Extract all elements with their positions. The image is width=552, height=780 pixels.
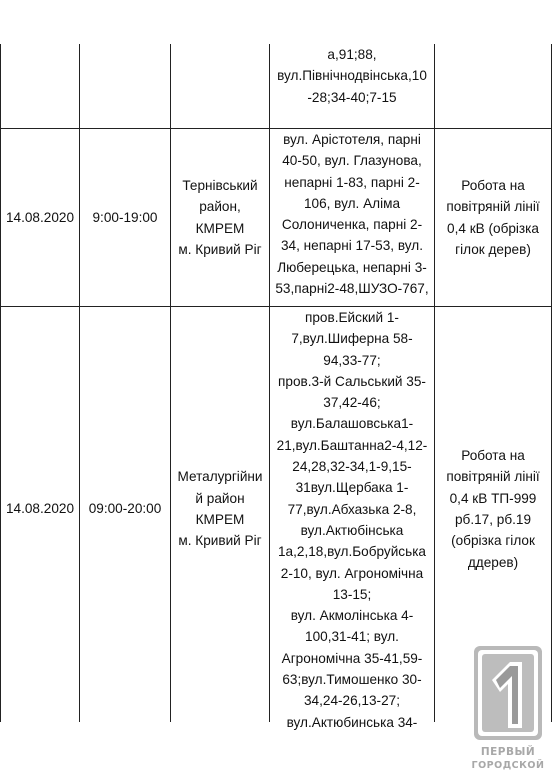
address-cell — [270, 44, 434, 128]
address-cell — [270, 307, 434, 730]
district-cell — [171, 129, 269, 306]
logo-line1: ПЕРВЫЙ — [480, 746, 536, 758]
address-text: пров.Ейский 1- 7,вул.Шиферна 58- 94,33-77; пров.3-й Сальський 35- 37,42-46; вул.Балашовська1- 21,вул.Баштанна2-4,12- 24,28,32-34,1-9,15- 31вул.Щербака 1- 77,вул.Абхазька 2-8, вул.Актюбінська 1а,2,18,вул.Бобруйська 2-10, вул. Агрономічна 13-15; вул. Акмолінська 4- 100,31-41; вул. Агрономічна 35-41,59- 63;вул.Тимошенко 30- 34,24-26,13-27; вул.Актюбинська 34- — [276, 310, 428, 730]
date-cell — [1, 129, 79, 306]
district-text: Металургійни й район КМРЕМ м. Кривий Ріг — [177, 469, 263, 549]
time-text: 9:00-19:00 — [92, 209, 158, 225]
date-text: 14.08.2020 — [5, 209, 75, 225]
date-text: 14.08.2020 — [5, 501, 75, 517]
time-cell — [80, 129, 170, 306]
work-text: Робота на повітряній лінії 0,4 кВ (обрізка гілок дерев) — [446, 177, 540, 257]
address-cell — [270, 129, 434, 306]
district-cell — [171, 307, 269, 711]
work-text: Робота на повітряній лінії 0,4 кВ ТП-999 рб.17, рб.19 (обрізка гілок ддерев) — [446, 448, 540, 570]
time-cell — [80, 307, 170, 711]
work-cell — [435, 129, 551, 306]
address-text: вул. Арістотеля, парні 40-50, вул. Глазунова, непарні 1-83, парні 2- 106, вул. Аліма Солониченка, парні 2- 34, непарні 17-53, вул. Люберецька, непарні 3- 53,парні2-48,ШУЗО-767, — [275, 132, 429, 297]
logo-mark-icon — [470, 640, 546, 744]
address-text: а,91;88, вул.Північнодвінська,10 -28;34-40;7-15 — [277, 47, 427, 105]
logo-line2: ГОРОДСКОЙ — [471, 760, 545, 771]
date-cell — [1, 307, 79, 711]
district-text: Тернівський район, КМРЕМ м. Кривий Ріг — [178, 177, 262, 257]
channel-logo — [470, 640, 546, 776]
time-text: 09:00-20:00 — [88, 501, 162, 517]
